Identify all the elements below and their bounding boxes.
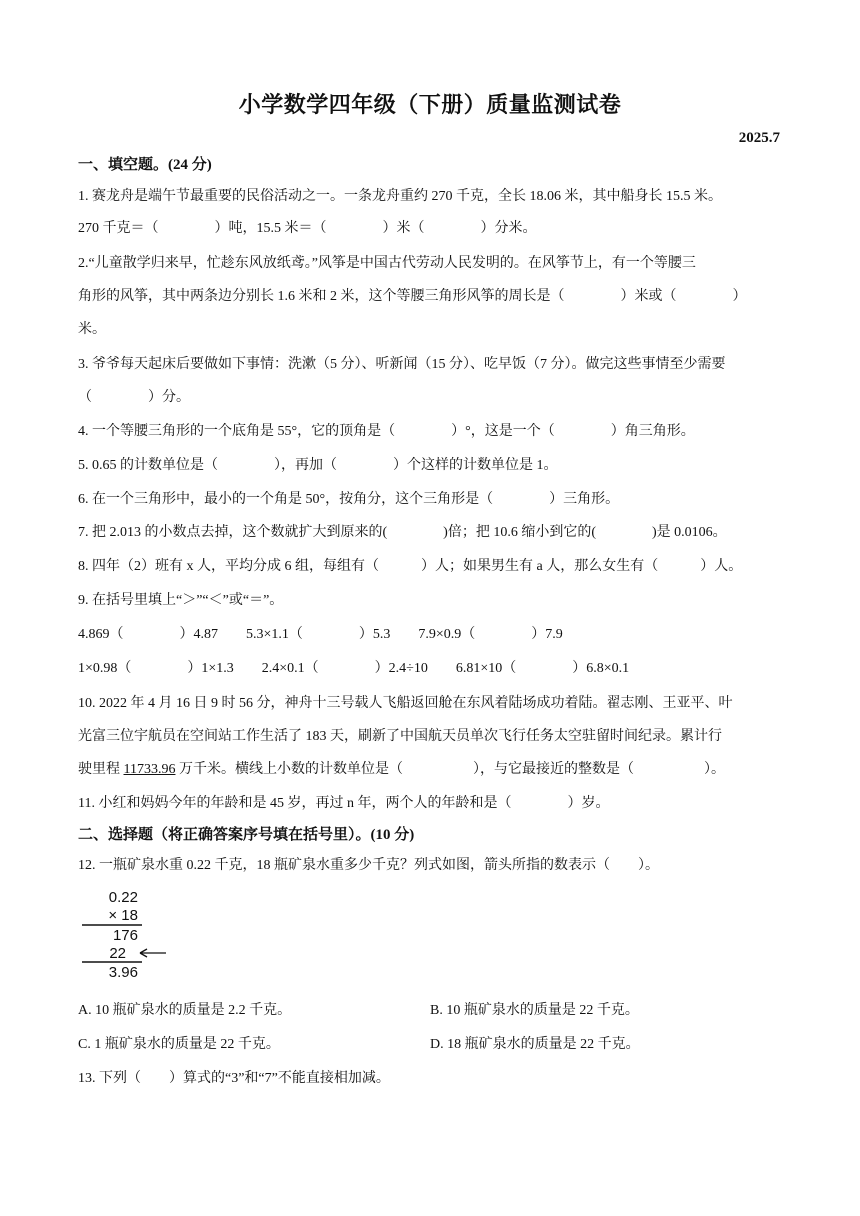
- q10-line-3-end: 万千米。横线上小数的计数单位是（ ），与它最接近的整数是（ ）。: [175, 762, 725, 777]
- q5-text: 5. 0.65 的计数单位是（ ），再加（ ）个这样的计数单位是 1。: [78, 458, 558, 473]
- q11-text: 11. 小红和妈妈今年的年龄和是 45 岁，再过 n 年，两个人的年龄和是（ ）岁。: [78, 796, 610, 811]
- vertical-multiplication-figure: [80, 888, 170, 980]
- q13-text: 13. 下列（ ）算式的“3”和“7”不能直接相加减。: [78, 1071, 390, 1086]
- q3-line-1: 3. 爷爷每天起床后要做如下事情：洗漱（5 分）、听新闻（15 分）、吃早饭（7 分）。做完这些事情至少需要: [78, 357, 726, 372]
- section-2-heading: 二、选择题（将正确答案序号填在括号里）。(10 分): [78, 827, 415, 843]
- q6-text: 6. 在一个三角形中，最小的一个角是 50°，按角分，这个三角形是（ ）三角形。: [78, 492, 620, 507]
- q7-text: 7. 把 2.013 的小数点去掉，这个数就扩大到原来的( )倍；把 10.6 缩小到它的( )是 0.0106。: [78, 525, 727, 540]
- calc-partial-1: 176: [112, 927, 138, 944]
- section-1-heading: 一、填空题。(24 分): [78, 157, 212, 173]
- q2-line-1: 2.“儿童散学归来早，忙趁东风放纸鸢。”风筝是中国古代劳动人民发明的。在风筝节上，有一个等腰三: [78, 256, 696, 271]
- option-c: C. 1 瓶矿泉水的质量是 22 千克。: [78, 1037, 280, 1052]
- q9-line-3: 1×0.98（ ）1×1.3 2.4×0.1（ ）2.4÷10 6.81×10（ ）6.8×0.1: [78, 661, 630, 676]
- q10-line-2: 光富三位宇航员在空间站工作生活了 183 天，刷新了中国航天员单次飞行任务太空驻留时间纪录。累计行: [78, 729, 722, 744]
- page-title: 小学数学四年级（下册）质量监测试卷: [238, 92, 622, 117]
- option-d: D. 18 瓶矿泉水的质量是 22 千克。: [430, 1037, 640, 1052]
- q1-line-2: 270 千克＝（ ）吨，15.5 米＝（ ）米（ ）分米。: [78, 221, 537, 236]
- q12-stem: 12. 一瓶矿泉水重 0.22 千克，18 瓶矿泉水重多少千克？列式如图，箭头所指的数表示（ ）。: [78, 858, 659, 873]
- q10-line-1: 10. 2022 年 4 月 16 日 9 时 56 分，神舟十三号载人飞船返回舱在东风着陆场成功着陆。翟志刚、王亚平、叶: [78, 696, 733, 711]
- q10-line-3-start: 驶里程: [78, 762, 124, 777]
- calc-product: 3.96: [108, 964, 138, 980]
- exam-date: 2025.7: [738, 130, 780, 146]
- calc-multiplier: × 18: [108, 907, 138, 924]
- q2-line-2: 角形的风筝，其中两条边分别长 1.6 米和 2 米，这个等腰三角形风筝的周长是（ ）米或（ ）: [78, 289, 747, 304]
- calc-multiplicand: 0.22: [108, 889, 138, 906]
- q2-line-3: 米。: [78, 322, 106, 337]
- q10-underlined-number: 11733.96: [123, 762, 176, 777]
- q3-line-2: （ ）分。: [78, 390, 190, 405]
- q10-line-3: [78, 760, 725, 780]
- q1-line-1: 1. 赛龙舟是端午节最重要的民俗活动之一。一条龙舟重约 270 千克，全长 18.06 米，其中船身长 15.5 米。: [78, 189, 722, 204]
- calc-partial-2: 22: [109, 945, 126, 962]
- q9-line-1: 9. 在括号里填上“＞”“＜”或“＝”。: [78, 593, 284, 608]
- q9-line-2: 4.869（ ）4.87 5.3×1.1（ ）5.3 7.9×0.9（ ）7.9: [78, 627, 563, 642]
- q8-text: 8. 四年（2）班有 x 人，平均分成 6 组，每组有（ ）人；如果男生有 a 人，那么女生有（ ）人。: [78, 559, 743, 574]
- option-b: B. 10 瓶矿泉水的质量是 22 千克。: [430, 1003, 639, 1018]
- option-a: A. 10 瓶矿泉水的质量是 2.2 千克。: [78, 1003, 292, 1018]
- q4-text: 4. 一个等腰三角形的一个底角是 55°，它的顶角是（ ）°，这是一个（ ）角三角形。: [78, 424, 695, 439]
